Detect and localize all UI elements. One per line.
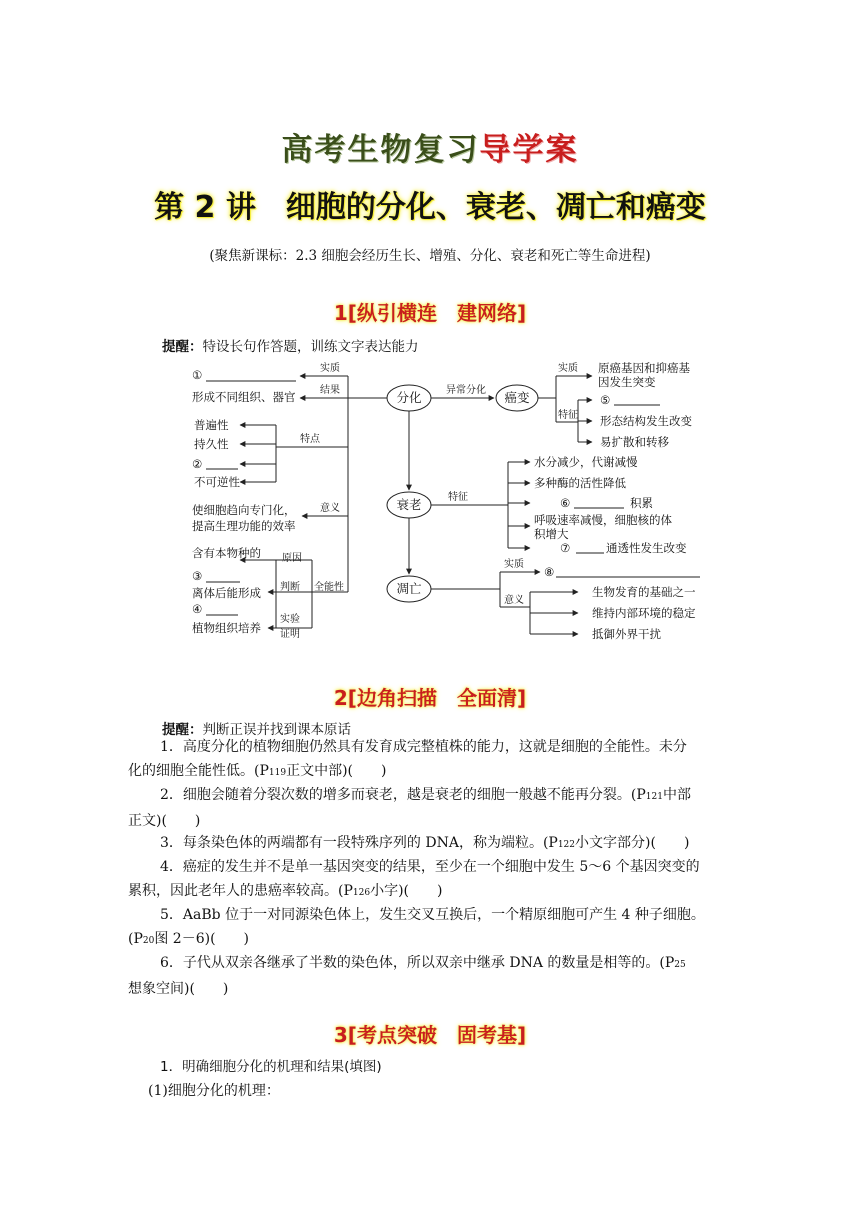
item4-line2a: 累积，因此老年人的患癌率较高。(P (128, 883, 353, 899)
item2-line1b: 中部 (662, 787, 691, 803)
tip-label-2: 提醒： (162, 722, 203, 738)
node-diaowang: 凋亡 (396, 581, 422, 596)
item5-line2b: 图 2－6)( ) (154, 931, 249, 947)
blank-2: ② (192, 457, 203, 471)
label-yichang: 异常分化 (446, 385, 486, 396)
item3-page: 122 (557, 840, 576, 850)
ai-shizhi-text1: 原癌基因和抑癌基 (598, 361, 690, 375)
sl-t4b: 积增大 (534, 527, 569, 541)
dw-y2: 维持内部环境的稳定 (592, 606, 696, 620)
item2-page: 121 (645, 792, 663, 802)
section1-heading: 1[纵引横连 建网络] (333, 301, 527, 325)
blank-6: ⑥ (560, 496, 571, 510)
judge-item-3 (132, 831, 732, 857)
sl-t4a: 呼吸速率减慢，细胞核的体 (534, 513, 672, 527)
label-ai-tezheng: 特征 (558, 410, 578, 421)
jieguo-text: 形成不同组织、器官 (192, 390, 296, 404)
ai-t2: 形态结构发生改变 (600, 414, 692, 428)
yiyi-text1: 使细胞趋向专门化， (192, 503, 296, 517)
shiyan-text: 植物组织培养 (192, 621, 261, 635)
ai-shizhi-text2: 因发生突变 (598, 375, 656, 389)
judge-item-4 (128, 855, 732, 905)
dw-y3: 抵御外界干扰 (592, 627, 661, 641)
label-shiyan2: 证明 (280, 629, 300, 640)
item4-line2b: 小字)( ) (370, 883, 443, 899)
item3-line1a: 3．每条染色体的两端都有一段特殊序列的 DNA，称为端粒。(P (160, 835, 558, 851)
blank-5: ⑤ (600, 393, 611, 407)
label-shiyan1: 实验 (280, 614, 300, 625)
label-dw-shizhi: 实质 (504, 559, 524, 570)
item6-page: 25 (674, 960, 686, 970)
label-tedian: 特点 (300, 434, 320, 445)
label-sl-tezheng: 特征 (448, 492, 468, 503)
label-yiyi: 意义 (320, 503, 340, 514)
label-dw-yiyi: 意义 (504, 595, 524, 606)
subtitle: (聚焦新课标：2.3 细胞会经历生长、增殖、分化、衰老和死亡等生命进程) (209, 248, 651, 264)
item2-line2: 正文)( ) (128, 813, 201, 829)
main-title (0, 124, 860, 169)
label-yuanyin: 原因 (282, 553, 302, 564)
sl-t2: 多种酶的活性降低 (534, 476, 626, 490)
blank-7: ⑦ (560, 541, 571, 555)
tip-text: 特设长句作答题，训练文字表达能力 (202, 339, 419, 355)
title-part2: 导学案 (479, 132, 579, 168)
label-quannengxing: 全能性 (314, 582, 344, 593)
blank-4: ④ (192, 602, 203, 616)
lecture-title: 第 2 讲 细胞的分化、衰老、凋亡和癌变 (154, 190, 706, 225)
item5-page: 20 (142, 936, 155, 946)
section2-heading: 2[边角扫描 全面清] (333, 686, 527, 710)
pubian: 普遍性 (194, 418, 229, 432)
item1-line2a: 化的细胞全能性低。(P (128, 763, 269, 779)
item6-line1a: 6．子代从双亲各继承了半数的染色体，所以双亲中继承 DNA 的数量是相等的。(P (160, 955, 675, 971)
item1-line1: 1．高度分化的植物细胞仍然具有发育成完整植株的能力，这就是细胞的全能性。未分 (160, 739, 687, 755)
tip-text-2: 判断正误并找到课本原话 (202, 722, 351, 738)
bukeni: 不可逆性 (194, 475, 240, 489)
node-aibian: 癌变 (504, 390, 530, 405)
yiyi-text2: 提高生理功能的效率 (192, 519, 296, 533)
item4-page: 126 (352, 888, 371, 898)
sl-t1: 水分减少，代谢减慢 (534, 455, 638, 469)
blank-3: ③ (192, 569, 203, 583)
judge-item-2 (128, 783, 732, 833)
item5-line2a: (P (128, 931, 143, 947)
chijiu: 持久性 (194, 437, 229, 451)
node-shuailao: 衰老 (396, 497, 422, 512)
sl-t3: 积累 (630, 496, 653, 510)
section1-tip (162, 335, 419, 355)
label-panduan: 判断 (280, 582, 300, 593)
judge-item-1 (128, 735, 732, 785)
item2-line1a: 2．细胞会随着分裂次数的增多而衰老，越是衰老的细胞一般越不能再分裂。(P (160, 787, 646, 803)
label-ai-shizhi: 实质 (558, 363, 578, 374)
item1-line2b: 正文中部)( ) (286, 763, 387, 779)
item6-line2: 想象空间)( ) (128, 981, 229, 997)
tip-label: 提醒： (162, 339, 203, 355)
blank-1: ① (192, 368, 203, 382)
title-part1: 高考生物复习 (281, 132, 480, 168)
label-jieguo: 结果 (320, 385, 340, 396)
section3-item1-sub: (1)细胞分化的机理： (148, 1083, 280, 1099)
sl-t5: 通透性发生改变 (606, 541, 687, 555)
section3-heading: 3[考点突破 固考基] (333, 1023, 527, 1047)
judge-item-6 (128, 951, 732, 1001)
item4-line1: 4．癌症的发生并不是单一基因突变的结果，至少在一个细胞中发生 5～6 个基因突变的 (160, 859, 700, 875)
yuanyin-text: 含有本物种的 (192, 546, 261, 560)
dw-y1: 生物发育的基础之一 (592, 585, 696, 599)
item1-page: 119 (268, 768, 287, 778)
section3-item1: 1．明确细胞分化的机理和结果(填图) (160, 1059, 382, 1075)
item3-line1b: 小文字部分)( ) (575, 835, 690, 851)
judge-item-5 (128, 903, 732, 953)
blank-8: ⑧ (544, 565, 555, 579)
item5-line1: 5．AaBb 位于一对同源染色体上，发生交叉互换后，一个精原细胞可产生 4 种子细胞。 (160, 907, 705, 923)
section3-content (132, 1055, 732, 1103)
panduan-text: 离体后能形成 (192, 586, 261, 600)
ai-t3: 易扩散和转移 (600, 435, 669, 449)
label-shizhi: 实质 (320, 363, 340, 374)
node-fenhua: 分化 (396, 390, 422, 405)
